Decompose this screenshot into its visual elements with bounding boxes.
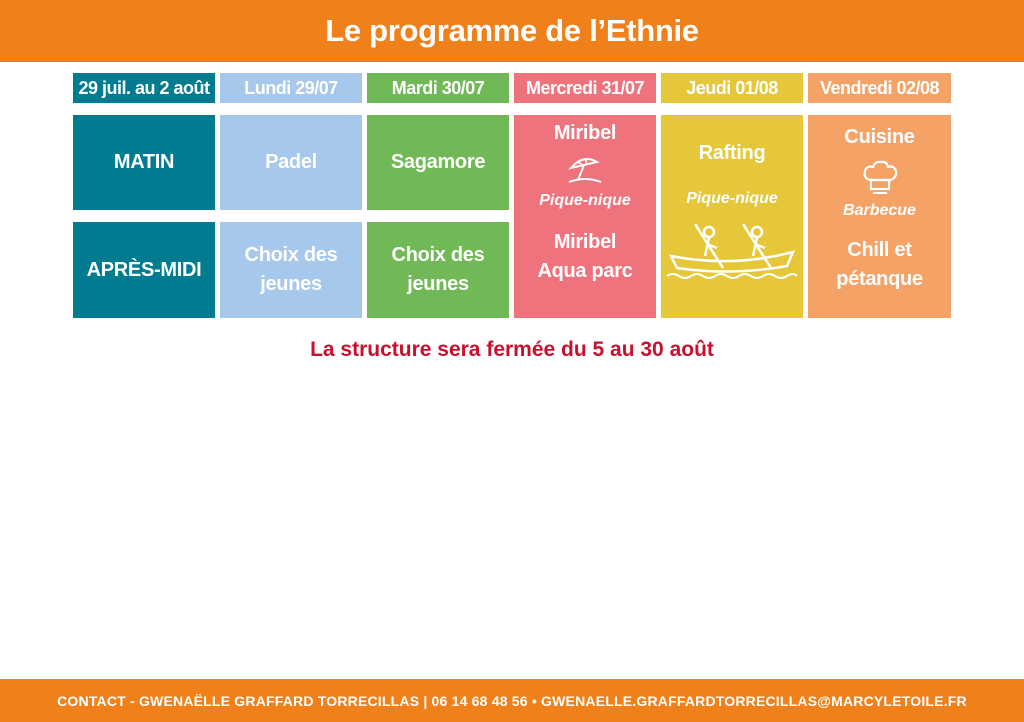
canoe-icon xyxy=(665,218,799,280)
page-title: Le programme de l’Ethnie xyxy=(0,0,1024,62)
header-monday: Lundi 29/07 xyxy=(220,73,362,103)
wednesday-lunch: Pique-nique xyxy=(539,192,631,209)
tuesday-afternoon-line1: Choix des xyxy=(391,244,485,266)
friday-morning: Cuisine xyxy=(844,126,915,148)
tuesday-afternoon xyxy=(367,222,509,318)
monday-afternoon-line1: Choix des xyxy=(244,244,338,266)
thursday-activity: Rafting xyxy=(698,142,766,164)
header-tuesday: Mardi 30/07 xyxy=(367,73,509,103)
wednesday-afternoon-line1: Miribel xyxy=(553,231,617,253)
thursday-lunch: Pique-nique xyxy=(686,190,778,207)
tuesday-afternoon-line2: jeunes xyxy=(407,273,469,295)
row-label-afternoon: APRÈS-MIDI xyxy=(73,222,215,318)
tuesday-morning: Sagamore xyxy=(367,115,509,210)
friday-day xyxy=(808,115,951,318)
monday-afternoon-line2: jeunes xyxy=(260,273,322,295)
header-wednesday: Mercredi 31/07 xyxy=(514,73,656,103)
monday-morning: Padel xyxy=(220,115,362,210)
contact-footer: CONTACT - GWENAËLLE GRAFFARD TORRECILLAS | 06 14 68 48 56 • GWENAELLE.GRAFFARDTORRECILLAS@MARCYLETOILE.FR xyxy=(0,679,1024,722)
friday-lunch: Barbecue xyxy=(843,202,916,219)
thursday-day xyxy=(661,115,803,318)
header-friday: Vendredi 02/08 xyxy=(808,73,951,103)
closure-notice: La structure sera fermée du 5 au 30 août xyxy=(310,338,714,361)
wednesday-day xyxy=(514,115,656,318)
monday-afternoon xyxy=(220,222,362,318)
friday-afternoon-line1: Chill et xyxy=(847,239,912,261)
header-thursday: Jeudi 01/08 xyxy=(661,73,803,103)
header-period: 29 juil. au 2 août xyxy=(73,73,215,103)
friday-afternoon-line2: pétanque xyxy=(836,268,923,290)
row-label-morning: MATIN xyxy=(73,115,215,210)
chef-hat-icon xyxy=(861,160,899,194)
beach-umbrella-icon xyxy=(565,152,605,186)
wednesday-afternoon-line2: Aqua parc xyxy=(537,260,633,282)
wednesday-morning: Miribel xyxy=(553,122,617,144)
